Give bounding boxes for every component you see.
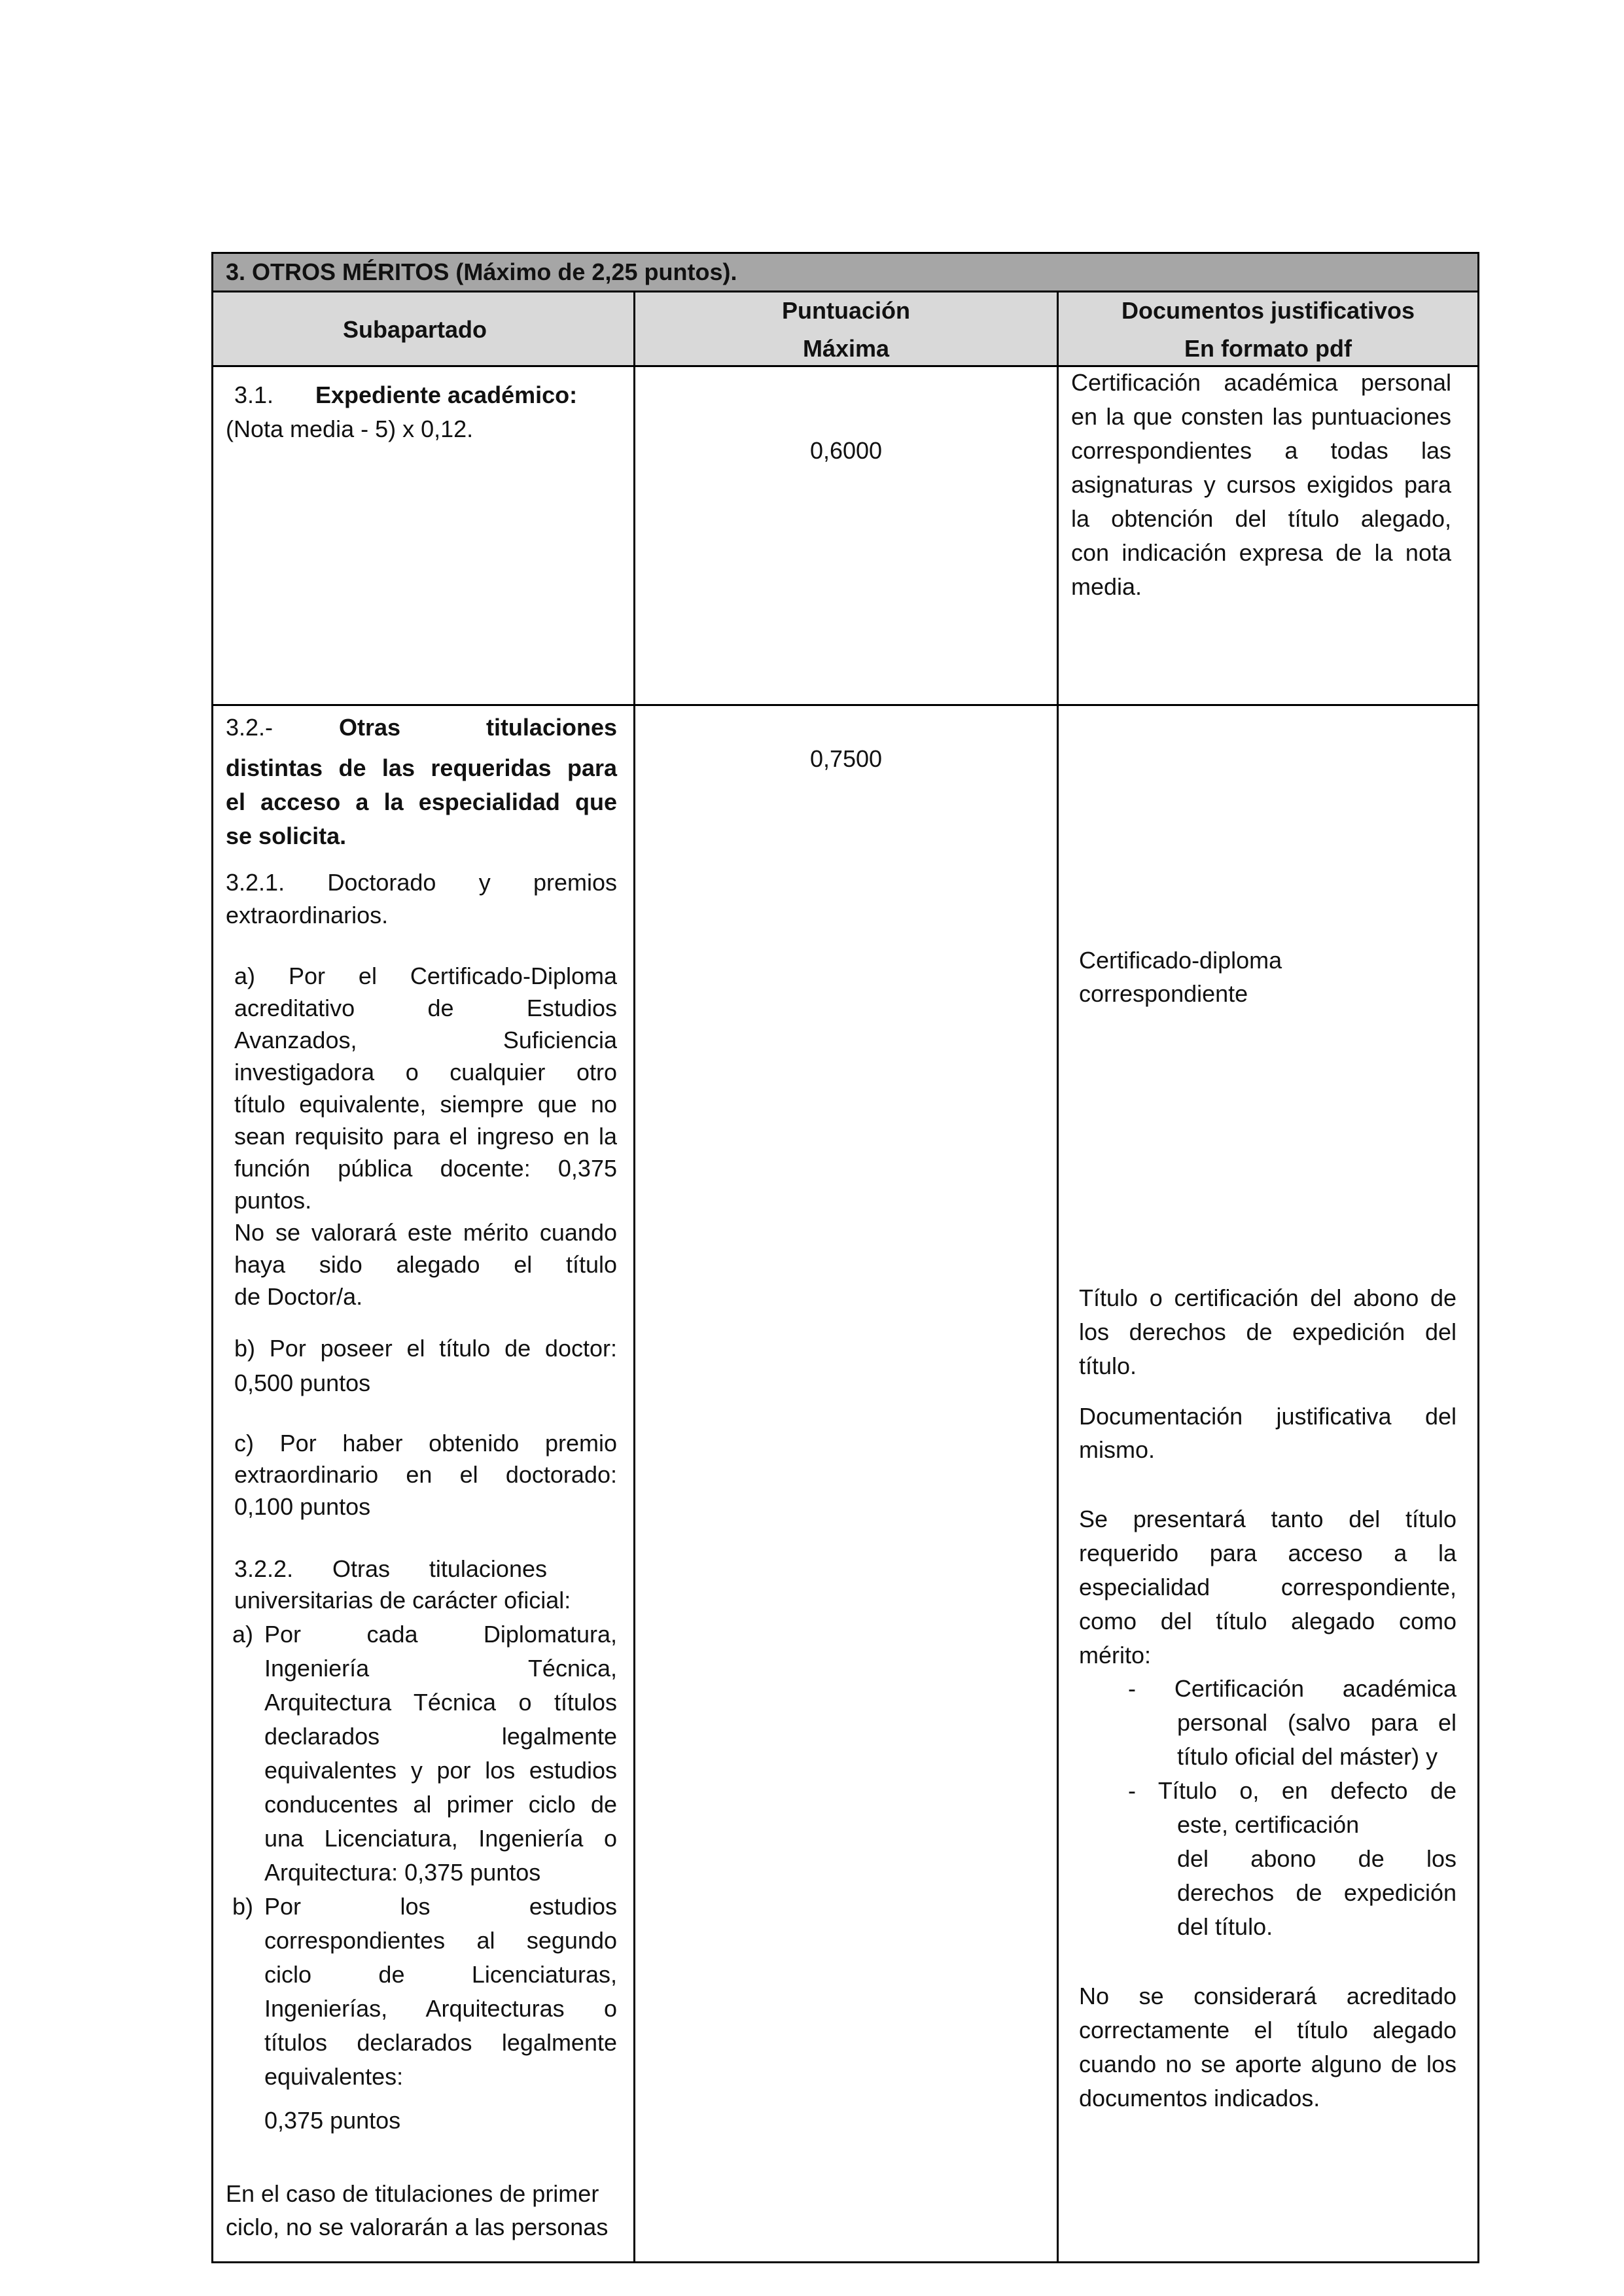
row31-score: 0,6000 bbox=[809, 437, 883, 464]
item-a-line: función pública docente: 0,375 bbox=[234, 1155, 617, 1182]
doc-d-bullet1-line2: personal (salvo para el bbox=[1177, 1709, 1456, 1736]
row31-docs-line: en la que consten las puntuaciones bbox=[1071, 403, 1451, 430]
row31-docs-line: Certificación académica personal bbox=[1071, 369, 1451, 396]
row31-docs-line: media. bbox=[1071, 573, 1142, 600]
sub322-b-line: correspondientes al segundo bbox=[264, 1927, 617, 1954]
row32-title-rest bbox=[226, 751, 617, 853]
sub321-line1: 3.2.1. Doctorado y premios bbox=[226, 869, 617, 896]
sub322-b bbox=[264, 1890, 617, 2094]
doc-e-line: correctamente el título alegado bbox=[1079, 2017, 1456, 2043]
table-border-bottom bbox=[211, 2261, 1479, 2263]
header-formato: En formato pdf bbox=[1184, 335, 1352, 362]
doc-e-line: No se considerará acreditado bbox=[1079, 1983, 1456, 2009]
sub322-line2: universitarias de carácter oficial: bbox=[234, 1587, 571, 1614]
doc-d-line: requerido para acceso a la bbox=[1079, 1540, 1456, 1566]
sub322-b-line: Por los estudios bbox=[264, 1893, 617, 1920]
table-column-divider-2 bbox=[1057, 291, 1059, 2263]
sub322-b-marker: b) bbox=[232, 1893, 254, 1920]
table-border-title-bottom bbox=[211, 291, 1479, 292]
header-maxima: Máxima bbox=[802, 335, 890, 362]
sub322-b-line: equivalentes: bbox=[264, 2063, 404, 2090]
doc-e-line: documentos indicados. bbox=[1079, 2085, 1320, 2111]
table-column-divider-1 bbox=[633, 291, 635, 2263]
doc-d-line: especialidad correspondiente, bbox=[1079, 1574, 1456, 1600]
table-border-right bbox=[1477, 252, 1479, 2263]
doc-d-bullet1-line3: título oficial del máster) y bbox=[1177, 1743, 1438, 1770]
item-c-line3: 0,100 puntos bbox=[234, 1493, 371, 1520]
row32-title-line: distintas de las requeridas para bbox=[226, 754, 617, 781]
sub322-b-line: ciclo de Licenciaturas, bbox=[264, 1961, 617, 1988]
sub322-a-line: declarados legalmente bbox=[264, 1723, 617, 1750]
sub322-a bbox=[264, 1617, 617, 1890]
row31-docs-line: la obtención del título alegado, bbox=[1071, 505, 1451, 532]
sub322-b-line: Ingenierías, Arquitecturas o bbox=[264, 1995, 617, 2022]
doc-d-bullet2-line1: - Título o, en defecto de bbox=[1128, 1777, 1456, 1804]
doc-b-line2: los derechos de expedición del bbox=[1079, 1318, 1456, 1345]
section-title: 3. OTROS MÉRITOS (Máximo de 2,25 puntos). bbox=[226, 258, 737, 285]
doc-d-line: mérito: bbox=[1079, 1642, 1152, 1669]
row32-title-word: Otras titulaciones bbox=[339, 714, 617, 741]
row31-title: Expediente académico: bbox=[315, 381, 578, 408]
row32-title-line: el acceso a la especialidad que bbox=[226, 788, 617, 815]
sub322-line1: 3.2.2. Otras titulaciones bbox=[234, 1555, 547, 1582]
sub322-a-line: equivalentes y por los estudios bbox=[264, 1757, 617, 1784]
sub322-a-line: una Licenciatura, Ingeniería o bbox=[264, 1825, 617, 1852]
doc-a-line2: correspondiente bbox=[1079, 980, 1248, 1007]
doc-a-line1: Certificado-diploma bbox=[1079, 947, 1282, 974]
final-note-line2: ciclo, no se valorarán a las personas bbox=[226, 2214, 609, 2240]
sub321-line2: extraordinarios. bbox=[226, 902, 389, 928]
sub322-a-line: Ingeniería Técnica, bbox=[264, 1655, 617, 1682]
row32-title-line1 bbox=[339, 711, 617, 745]
doc-d bbox=[1079, 1502, 1456, 1672]
sub322-b-points: 0,375 puntos bbox=[264, 2107, 401, 2134]
header-puntuacion: Puntuación bbox=[782, 297, 910, 324]
item-c-line1: c) Por haber obtenido premio bbox=[234, 1430, 617, 1457]
doc-d-bullet2-line5: del título. bbox=[1177, 1913, 1273, 1940]
item-c-line2: extraordinario en el doctorado: bbox=[234, 1461, 617, 1488]
sub322-a-line: conducentes al primer ciclo de bbox=[264, 1791, 617, 1818]
table-border-left bbox=[211, 252, 213, 2263]
doc-e bbox=[1079, 1979, 1456, 2115]
doc-d-bullet2-line3: del abono de los bbox=[1177, 1845, 1456, 1872]
row31-docs-line: correspondientes a todas las bbox=[1071, 437, 1451, 464]
item-a-line: título equivalente, siempre que no bbox=[234, 1091, 617, 1118]
item-b-line2: 0,500 puntos bbox=[234, 1369, 371, 1396]
final-note-line1: En el caso de titulaciones de primer bbox=[226, 2180, 599, 2207]
table-border-top bbox=[211, 252, 1479, 254]
doc-d-bullet2-line4: derechos de expedición bbox=[1177, 1879, 1456, 1906]
sub322-a-line: Arquitectura Técnica o títulos bbox=[264, 1689, 617, 1716]
item-a-line: haya sido alegado el título bbox=[234, 1251, 617, 1278]
doc-b-line3: título. bbox=[1079, 1352, 1137, 1379]
header-subapartado: Subapartado bbox=[343, 316, 487, 343]
row32-number: 3.2.- bbox=[226, 714, 274, 741]
item-b-line1: b) Por poseer el título de doctor: bbox=[234, 1335, 617, 1362]
item-a-line: a) Por el Certificado-Diploma bbox=[234, 963, 617, 989]
header-documentos: Documentos justificativos bbox=[1121, 297, 1415, 324]
row31-formula: (Nota media - 5) x 0,12. bbox=[226, 415, 474, 442]
row31-docs bbox=[1071, 366, 1451, 604]
row31-number: 3.1. bbox=[234, 381, 274, 408]
doc-c-line1: Documentación justificativa del bbox=[1079, 1403, 1456, 1430]
row32-score: 0,7500 bbox=[809, 745, 883, 772]
doc-c-line2: mismo. bbox=[1079, 1436, 1155, 1463]
doc-e-line: cuando no se aporte alguno de los bbox=[1079, 2051, 1456, 2077]
doc-b-line1: Título o certificación del abono de bbox=[1079, 1284, 1456, 1311]
item-a-line: No se valorará este mérito cuando bbox=[234, 1219, 617, 1246]
item-a-line: acreditativo de Estudios bbox=[234, 995, 617, 1021]
doc-d-line: como del título alegado como bbox=[1079, 1608, 1456, 1634]
item-a-line: de Doctor/a. bbox=[234, 1283, 363, 1310]
item-a-line: puntos. bbox=[234, 1187, 312, 1214]
item-a bbox=[234, 960, 617, 1313]
item-a-line: investigadora o cualquier otro bbox=[234, 1059, 617, 1086]
doc-d-line: Se presentará tanto del título bbox=[1079, 1506, 1456, 1532]
row31-docs-line: asignaturas y cursos exigidos para bbox=[1071, 471, 1451, 498]
doc-d-bullet2-line2: este, certificación bbox=[1177, 1811, 1360, 1838]
table-border-row1-bottom bbox=[211, 704, 1479, 706]
row31-docs-line: con indicación expresa de la nota bbox=[1071, 539, 1451, 566]
row32-title-line: se solicita. bbox=[226, 822, 347, 849]
sub322-a-marker: a) bbox=[232, 1621, 254, 1648]
doc-d-bullet1-line1: - Certificación académica bbox=[1128, 1675, 1456, 1702]
sub322-a-line: Por cada Diplomatura, bbox=[264, 1621, 617, 1648]
item-a-line: Avanzados, Suficiencia bbox=[234, 1027, 617, 1053]
sub322-b-line: títulos declarados legalmente bbox=[264, 2029, 617, 2056]
sub322-a-line: Arquitectura: 0,375 puntos bbox=[264, 1859, 541, 1886]
item-a-line: sean requisito para el ingreso en la bbox=[234, 1123, 617, 1150]
